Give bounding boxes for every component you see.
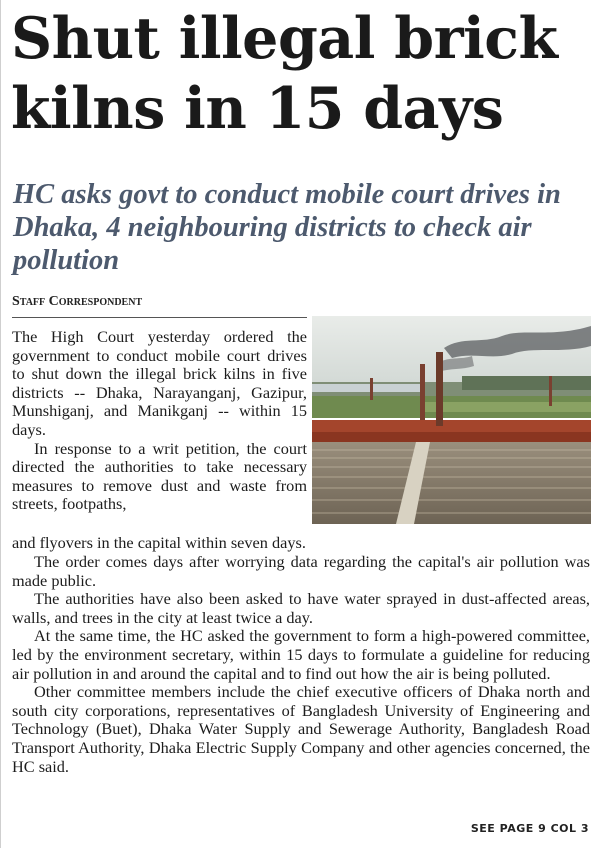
paragraph-1: The High Court yesterday ordered the government to conduct mobile court drives to shut down the illegal brick kilns in five districts -- Dhaka, Narayanganj, Gazipur, Munshiganj, and Manikganj -- within 15 days. (12, 327, 307, 439)
brick-kiln-image (312, 316, 591, 524)
subheadline: HC asks govt to conduct mobile court drives in Dhaka, 4 neighbouring districts to check air pollution (13, 179, 561, 276)
paragraph-6: Other committee members include the chief executive officers of Dhaka north and south city corporations, representatives of Bangladesh University of Engineering and Technology (Buet), Dhaka Water Supply and Sewerage Authority, Bangladesh Road Transport Authority, Dhaka Electric Supply Company and other agencies concerned, the HC said. (12, 682, 590, 776)
brick-kiln-photo (312, 316, 591, 524)
paragraph-2: In response to a writ petition, the court directed the authorities to take necessary measures to remove dust and waste from streets, footpaths, (12, 438, 307, 514)
headline: Shut illegal brick kilns in 15 days (11, 5, 558, 142)
paragraph-3: The order comes days after worrying data regarding the capital's air pollution was made public. (12, 552, 590, 590)
article-body-text (12, 553, 590, 776)
paragraph-2-continued: and flyovers in the capital within seven days. (12, 533, 306, 552)
paragraph-4: The authorities have also been asked to have water sprayed in dust-affected areas, walls, and trees in the city at least twice a day. (12, 589, 590, 627)
continued-jump-line: SEE PAGE 9 COL 3 (470, 822, 589, 835)
byline: Staff Correspondent (12, 294, 143, 309)
paragraph-5: At the same time, the HC asked the government to form a high-powered committee, led by the environment secretary, within 15 days to formulate a guideline for reducing air pollution in and around the capital and to find out how the air is being polluted. (12, 626, 590, 683)
article-column-text (12, 328, 307, 514)
byline-rule (12, 317, 307, 318)
